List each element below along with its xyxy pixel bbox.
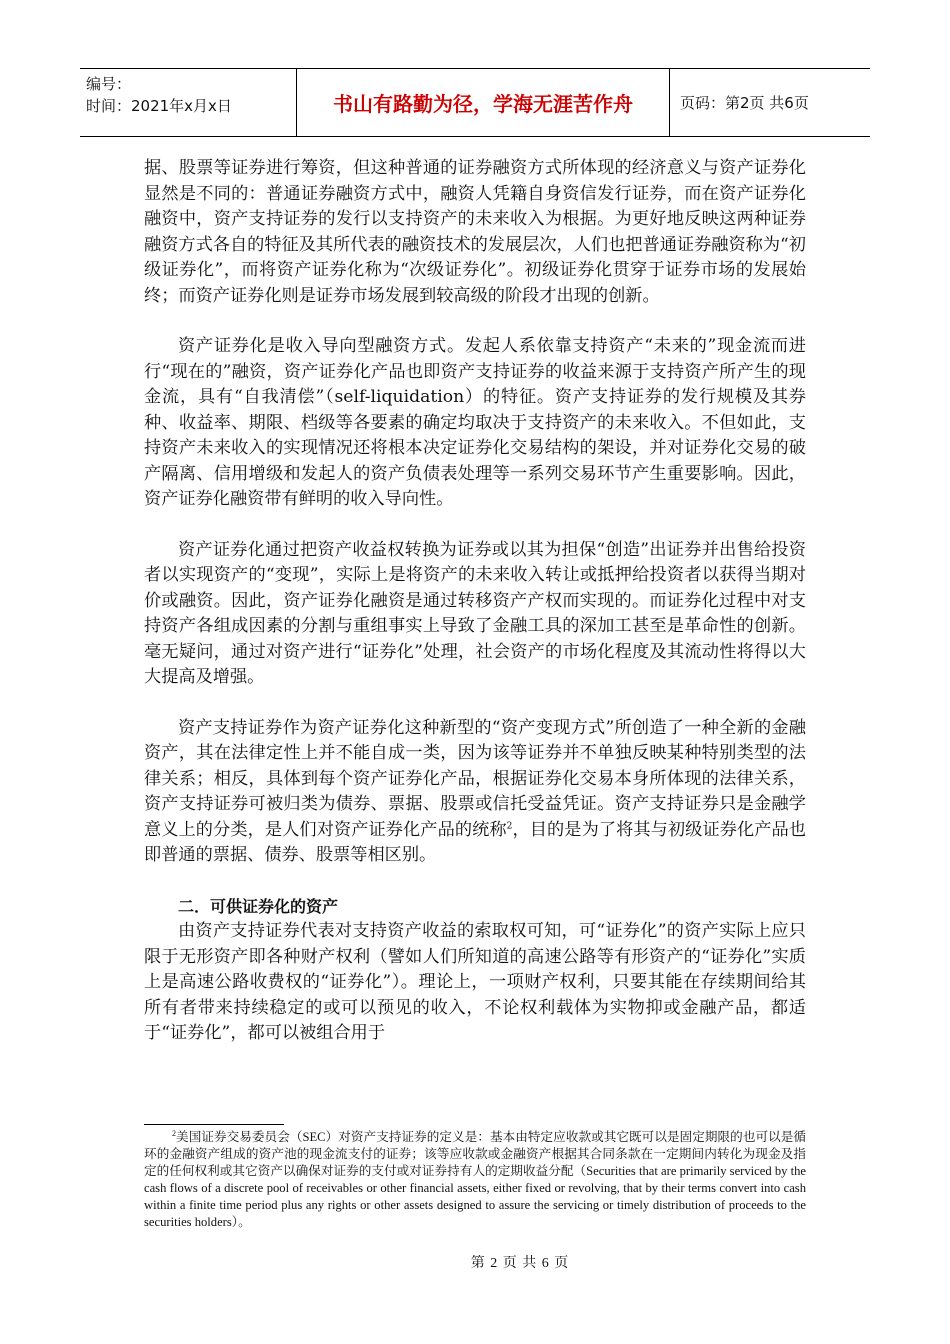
footnote (144, 1129, 806, 1231)
paragraph-text: ，目的是为了将其与初级证券化产品也即普通的票据、债券、股票等相区别。 (144, 819, 806, 865)
paragraph: 资产证券化是收入导向型融资方式。发起人系依靠支持资产“未来的”现金流而进行“现在的”融资，资产证券化产品也即资产支持证券的收益来源于支持资产所产生的现金流，具有“自我清偿”（self-liquidation）的特征。资产支持证券的发行规模及其券种、收益率、期限、档级等各要素的确定均取决于支持资产的未来收入。不但如此，支持资产未来收入的实现情况还将根本决定证券化交易结构的架设，并对证券化交易的破产隔离、信用增级和发起人的资产负债表处理等一系列交易环节产生重要影响。因此，资产证券化融资带有鲜明的收入导向性。 (144, 336, 806, 509)
document-body (144, 156, 806, 1047)
paragraph: 由资产支持证券代表对支持资产收益的索取权可知，可“证券化”的资产实际上应只限于无形资产即各种财产权利（譬如人们所知道的高速公路等有形资产的“证券化”实质上是高速公路收费权的“证券化”）。理论上，一项财产权利，只要其能在存续期间给其所有者带来持续稳定的或可以预见的收入，不论权利载体为实物抑或金融产品，都适于“证券化”，都可以被组合用于 (144, 921, 806, 1043)
footnote-number: 2 (172, 1128, 176, 1138)
header-meta (80, 69, 297, 136)
document-number-label: 编号： (86, 75, 132, 93)
footnote-reference[interactable]: 2 (506, 820, 513, 831)
header-page-info: 页码：第2页 共6页 (680, 94, 809, 112)
header-motto: 书山有路勤为径，学海无涯苦作舟 (297, 69, 670, 136)
section-heading: 二．可供证券化的资产 (178, 896, 339, 916)
paragraph: 据、股票等证券进行筹资，但这种普通的证券融资方式所体现的经济意义与资产证券化显然是不同的：普通证券融资方式中，融资人凭籍自身资信发行证券，而在资产证券化融资中，资产支持证券的发行以支持资产的未来收入为根据。为更好地反映这两种证券融资方式各自的特征及其所代表的融资技术的发展层次，人们也把普通证券融资称为“初级证券化”，而将资产证券化称为“次级证券化”。初级证券化贯穿于证券市场的发展始终；而资产证券化则是证券市场发展到较高级的阶段才出现的创新。 (144, 158, 806, 306)
paragraph: 资产证券化通过把资产收益权转换为证券或以其为担保“创造”出证券并出售给投资者以实现资产的“变现”，实际上是将资产的未来收入转让或抵押给投资者以获得当期对价或融资。因此，资产证券化融资是通过转移资产产权而实现的。而证券化过程中对支持资产各组成因素的分割与重组事实上导致了金融工具的深加工甚至是革命性的创新。毫无疑问，通过对资产进行“证券化”处理，社会资产的市场化程度及其流动性将得以大大提高及增强。 (144, 539, 806, 687)
footnote-divider (144, 1124, 284, 1125)
footnote-text: 美国证券交易委员会（SEC）对资产支持证券的定义是：基本由特定应收款或其它既可以是固定期限的也可以是循环的金融资产组成的资产池的现金流支付的证券；该等应收款或金融资产根据其合同条款在一定期间内转化为现金及指定的任何权利或其它资产以确保对证券的支付或对证券持有人的定期收益分配（Securities that are primarily serviced by the cash flows of a discrete pool of receivables or other financial assets, either fixed or revolving, that by their terms convert into cash within a finite time period plus any rights or other assets designed to assure the servicing or timely distribution of proceeds to the securities holders）。 (144, 1130, 806, 1229)
document-date: 时间：2021年x月x日 (86, 97, 232, 115)
page-number-footer: 第 2 页 共 6 页 (470, 1256, 570, 1271)
paragraph-text: 资产支持证券作为资产证券化这种新型的“资产变现方式”所创造了一种全新的金融资产，其在法律定性上并不能自成一类，因为该等证券并不单独反映某种特别类型的法律关系；相反，具体到每个资产证券化产品，根据证券化交易本身所体现的法律关系，资产支持证券可被归类为债券、票据、股票或信托受益凭证。资产支持证券只是金融学意义上的分类，是人们对资产证券化产品的统称 (144, 717, 806, 840)
page-header (80, 68, 870, 137)
paragraph-with-footnote (144, 716, 806, 869)
